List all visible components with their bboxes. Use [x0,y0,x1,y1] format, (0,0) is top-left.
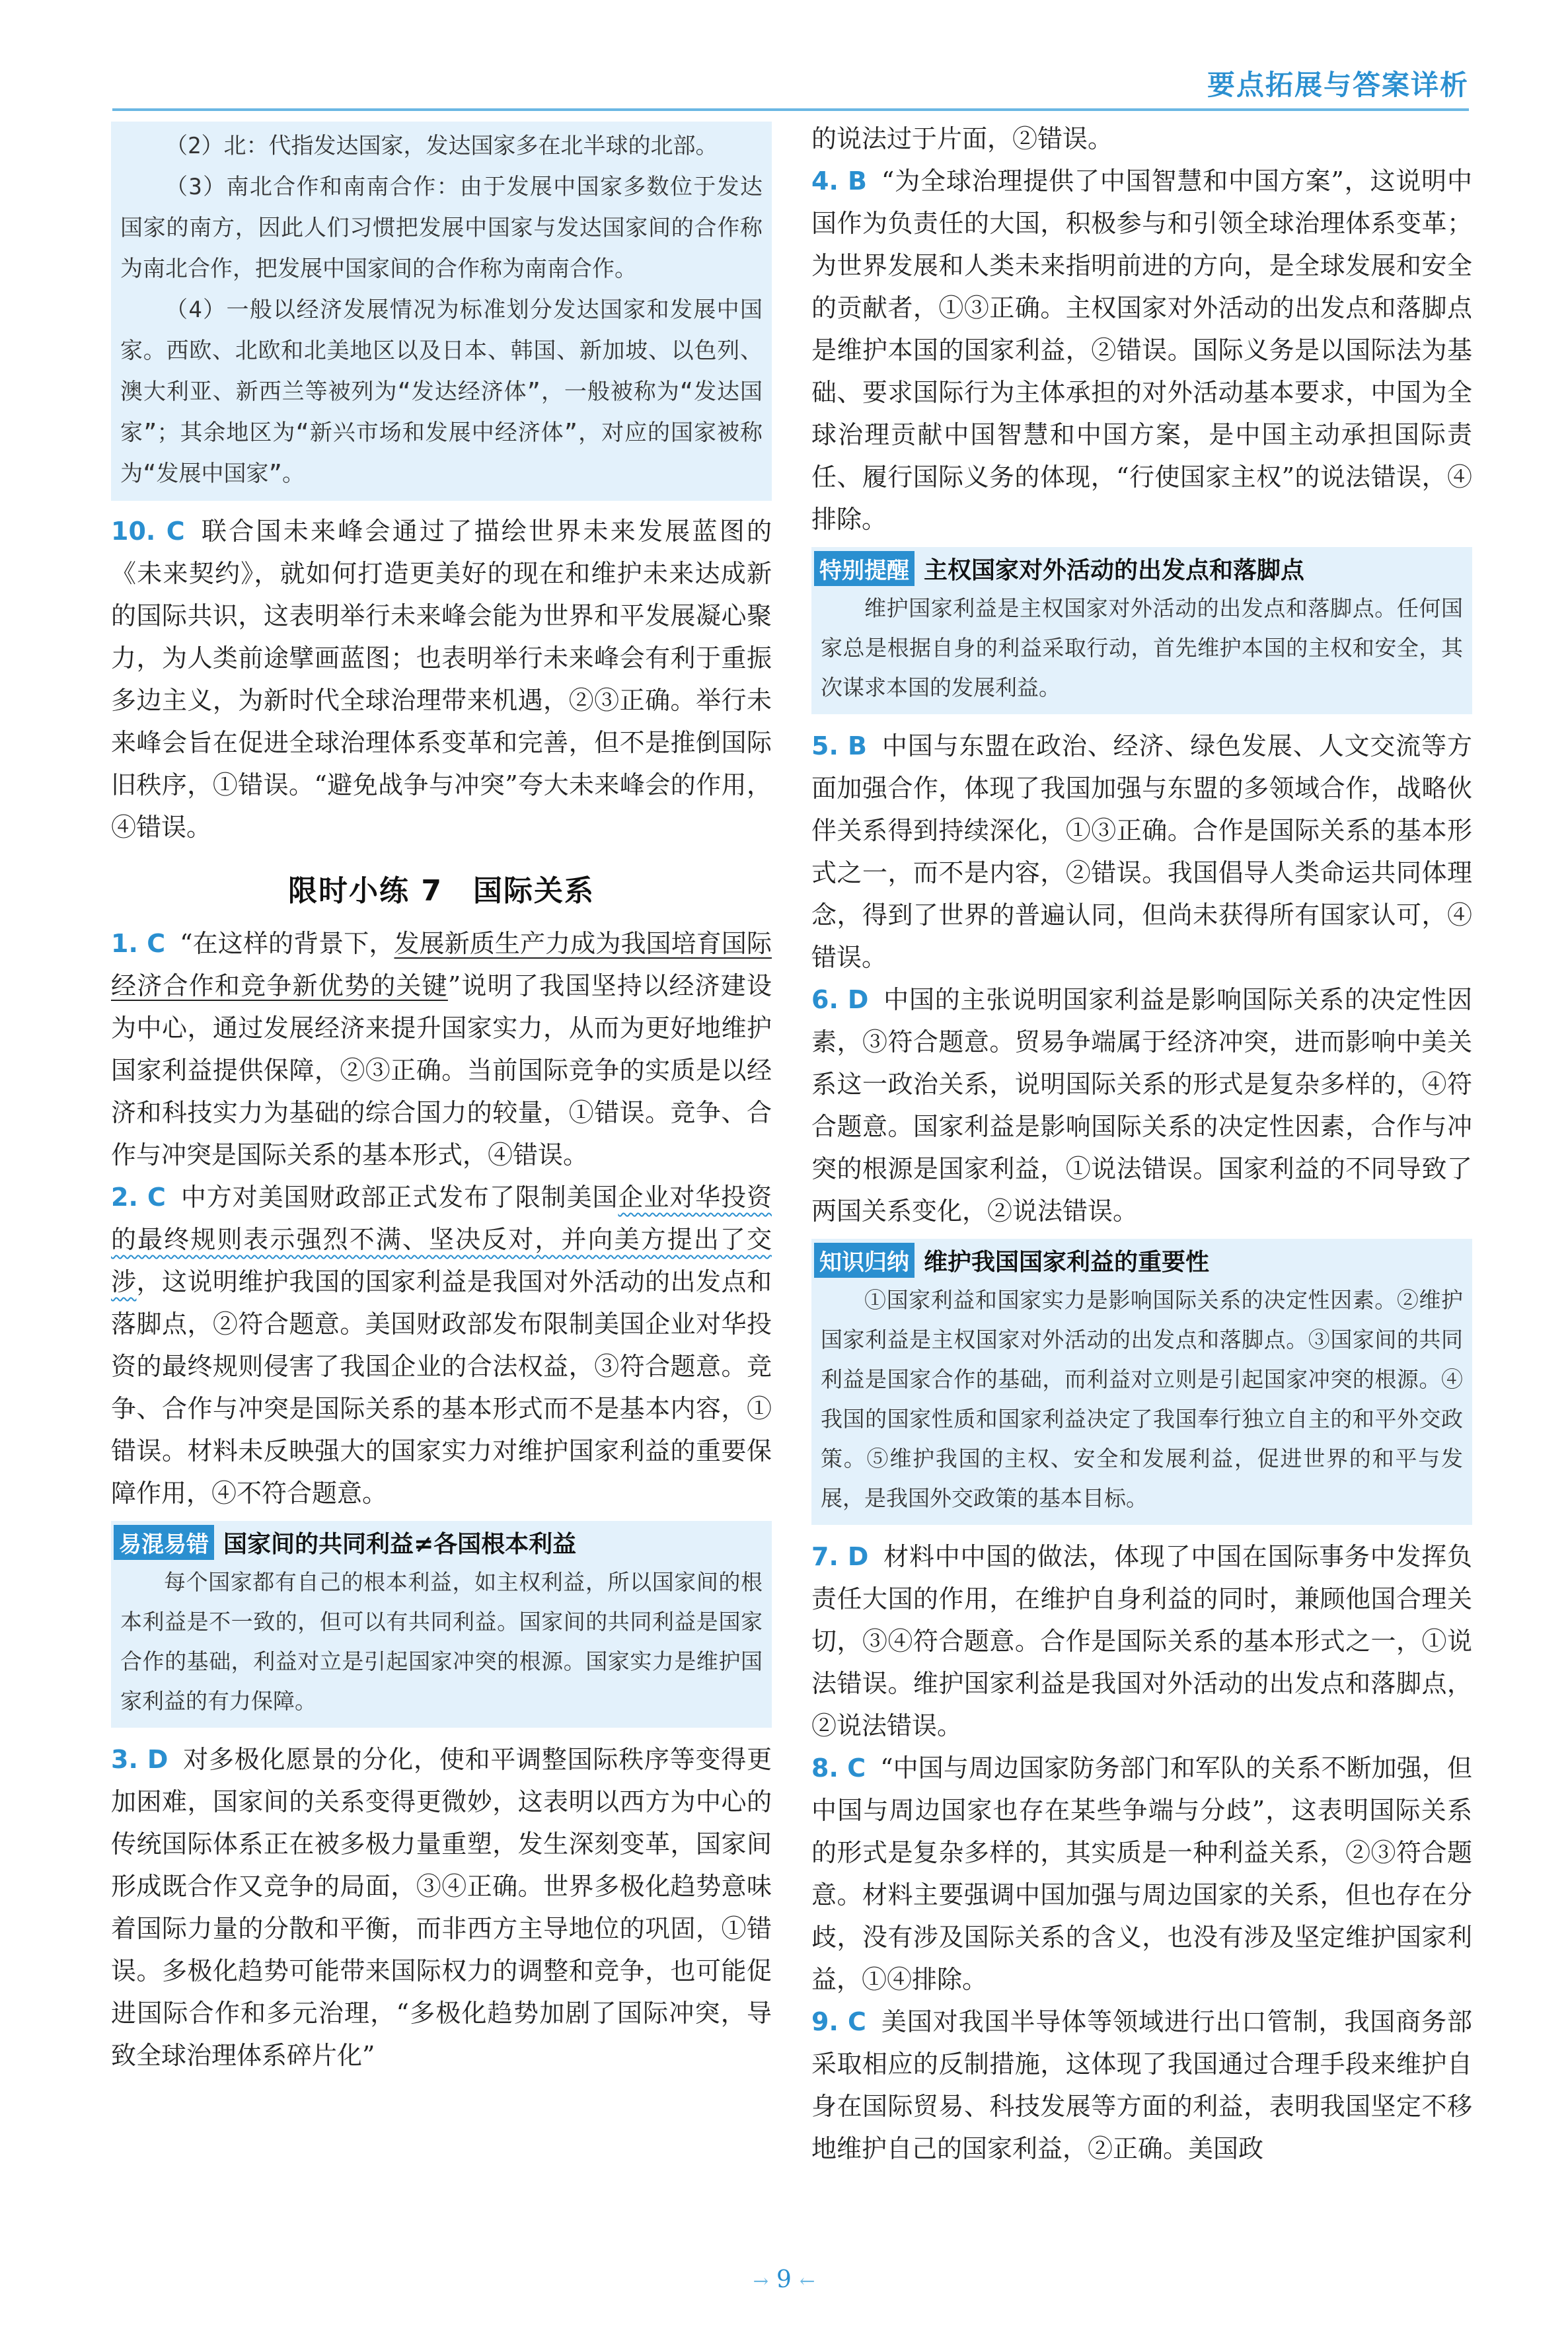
term-explanation-box [111,122,772,501]
tip-box-summary [811,1239,1472,1525]
box-paragraph: （2）北：代指发达国家，发达国家多在北半球的北部。 [165,133,718,159]
answer-10 [111,510,772,848]
right-column [811,118,1472,2170]
header-rule [112,108,1469,111]
answer-number: 2. C [111,1183,166,1212]
tip-title: 主权国家对外活动的出发点和落脚点 [924,557,1305,584]
answer-text: 美国对我国半导体等领域进行出口管制，我国商务部采取相应的反制措施，这体现了我国通过合理手段来维护自身在国际贸易、科技发展等方面的利益，表明我国坚定不移地维护自己的国家利益，②正确。美国政 [811,2007,1472,2163]
tip-header [111,1521,772,1563]
answer-text: “中国与周边国家防务部门和军队的关系不断加强，但中国与周边国家也存在某些争端与分歧”，这表明国际关系的形式是复杂多样的，其实质是一种利益关系，②③符合题意。材料主要强调中国加强与周边国家的关系，但也存在分歧，没有涉及国际关系的含义，也没有涉及坚定维护国家利益，①④排除。 [811,1753,1472,1994]
answer-6 [811,978,1472,1232]
header-title: 要点拓展与答案详析 [1207,69,1469,101]
quote-open: “在这样的背景下， [180,929,394,958]
answer-text: 联合国未来峰会通过了描绘世界未来发展蓝图的《未来契约》，就如何打造更美好的现在和维护未来达成新的国际共识，这表明举行未来峰会能为世界和平发展凝心聚力，为人类前途擘画蓝图；也表明举行未来峰会有利于重振多边主义，为新时代全球治理带来机遇，②③正确。举行未来峰会旨在促进全球治理体系变革和完善，但不是推倒国际旧秩序，①错误。“避免战争与冲突”夸大未来峰会的作用，④错误。 [111,517,772,842]
answer-number: 4. B [811,166,867,196]
answer-text: 中国的主张说明国家利益是影响国际关系的决定性因素，③符合题意。贸易争端属于经济冲突，进而影响中美关系这一政治关系，说明国际关系的形式是复杂多样的，④符合题意。国家利益是影响国际关系的决定性因素，合作与冲突的根源是国家利益，①说法错误。国家利益的不同导致了两国关系变化，②说法错误。 [811,985,1472,1226]
tip-header [811,547,1472,589]
answer-text: 中方对美国财政部正式发布了限制美国 [180,1183,618,1212]
tip-tag: 易混易错 [114,1525,214,1560]
answer-text: 材料中中国的做法，体现了中国在国际事务中发挥负责任大国的作用，在维护自身利益的同时，兼顾他国合理关切，③④符合题意。合作是国际关系的基本形式之一，①说法错误。维护国家利益是我国对外活动的出发点和落脚点，②说法错误。 [811,1542,1472,1740]
answer-number: 1. C [111,929,166,958]
arrow-right-icon: → [753,2270,769,2292]
tip-box-confusion [111,1521,772,1728]
answer-3-continued: 的说法过于片面，②错误。 [811,124,1113,153]
answer-1 [111,922,772,1176]
answer-5 [811,725,1472,978]
arrow-left-icon: ← [799,2270,815,2292]
answer-number: 10. C [111,517,185,546]
answer-4 [811,160,1472,540]
tip-box-reminder [811,547,1472,714]
page-footer [0,2266,1568,2293]
quote-close: ” [447,971,461,1000]
tip-header [811,1239,1472,1280]
tip-body: ①国家利益和国家实力是影响国际关系的决定性因素。②维护国家利益是主权国家对外活动的出发点和落脚点。③国家间的共同利益是国家合作的基础，而利益对立则是引起国家冲突的根源。④我国的国家性质和国家利益决定了我国奉行独立自主的和平外交政策。⑤维护我国的主权、安全和发展利益，促进世界的和平与发展，是我国外交政策的基本目标。 [821,1287,1463,1511]
underlined-quote: 发展新质生产力成为我国培育国际经济合作和竞争新优势的关键 [111,929,772,1000]
answer-text: ，这说明维护我国的国家利益是我国对外活动的出发点和落脚点，②符合题意。美国财政部发布限制美国企业对华投资的最终规则侵害了我国企业的合法权益，③符合题意。竞争、合作与冲突是国际关系的基本形式而不是基本内容，①错误。材料未反映强大的国家实力对维护国家利益的重要保障作用，④不符合题意。 [111,1267,772,1508]
answer-3 [111,1738,772,2077]
answer-number: 8. C [811,1753,866,1783]
tip-tag: 知识归纳 [814,1243,915,1278]
answer-9 [811,2001,1472,2170]
answer-text: 中国与东盟在政治、经济、绿色发展、人文交流等方面加强合作，体现了我国加强与东盟的多领域合作，战略伙伴关系得到持续深化，①③正确。合作是国际关系的基本形式之一，而不是内容，②错误。我国倡导人类命运共同体理念，得到了世界的普遍认同，但尚未获得所有国家认可，④错误。 [811,731,1472,972]
answer-text: 对多极化愿景的分化，使和平调整国际秩序等变得更加困难，国家间的关系变得更微妙，这表明以西方为中心的传统国际体系正在被多极力量重塑，发生深刻变革，国家间形成既合作又竞争的局面，③④正确。世界多极化趋势意味着国际力量的分散和平衡，而非西方主导地位的巩固，①错误。多极化趋势可能带来国际权力的调整和竞争，也可能促进国际合作和多元治理，“多极化趋势加剧了国际冲突，导致全球治理体系碎片化” [111,1745,772,2070]
answer-7 [811,1535,1472,1747]
tip-body: 每个国家都有自己的根本利益，如主权利益，所以国家间的根本利益是不一致的，但可以有共同利益。国家间的共同利益是国家合作的基础，利益对立是引起国家冲突的根源。国家实力是维护国家利益的有力保障。 [120,1569,763,1714]
answer-number: 9. C [811,2007,866,2036]
page-number: 9 [776,2266,792,2293]
section-title: 限时小练 7 国际关系 [288,874,595,908]
tip-title: 维护我国国家利益的重要性 [924,1249,1210,1276]
answer-number: 7. D [811,1542,869,1571]
box-paragraph: （4）一般以经济发展情况为标准划分发达国家和发展中国家。西欧、北欧和北美地区以及日本、韩国、新加坡、以色列、澳大利亚、新西兰等被列为“发达经济体”，一般被称为“发达国家”；其余地区为“新兴市场和发展中经济体”，对应的国家被称为“发展中国家”。 [120,297,763,487]
answer-number: 6. D [811,985,869,1014]
box-paragraph: （3）南北合作和南南合作：由于发展中国家多数位于发达国家的南方，因此人们习惯把发展中国家与发达国家间的合作称为南北合作，把发展中国家间的合作称为南南合作。 [120,174,763,282]
tip-title: 国家间的共同利益≠各国根本利益 [223,1531,577,1558]
wavy-underlined-text: 企业对华投资的最终规则表示强烈不满、坚决反对，并向美方提出了交涉 [111,1183,772,1296]
answer-text: 说明了我国坚持以经济建设为中心，通过发展经济来提升国家实力，从而为更好地维护国家利益提供保障，②③正确。当前国际竞争的实质是以经济和科技实力为基础的综合国力的较量，①错误。竞争、合作与冲突是国际关系的基本形式，④错误。 [111,971,772,1169]
left-column [111,118,772,2077]
answer-2 [111,1176,772,1514]
answer-text: “为全球治理提供了中国智慧和中国方案”，这说明中国作为负责任的大国，积极参与和引领全球治理体系变革；为世界发展和人类未来指明前进的方向，是全球发展和安全的贡献者，①③正确。主权国家对外活动的出发点和落脚点是维护本国的国家利益，②错误。国际义务是以国际法为基础、要求国际行为主体承担的对外活动基本要求，中国为全球治理贡献中国智慧和中国方案，是中国主动承担国际责任、履行国际义务的体现，“行使国家主权”的说法错误，④排除。 [811,166,1472,534]
answer-number: 5. B [811,731,867,760]
answer-number: 3. D [111,1745,168,1774]
tip-tag: 特别提醒 [814,551,915,586]
tip-body: 维护国家利益是主权国家对外活动的出发点和落脚点。任何国家总是根据自身的利益采取行动，首先维护本国的主权和安全，其次谋求本国的发展利益。 [821,595,1463,700]
answer-8 [811,1747,1472,2001]
